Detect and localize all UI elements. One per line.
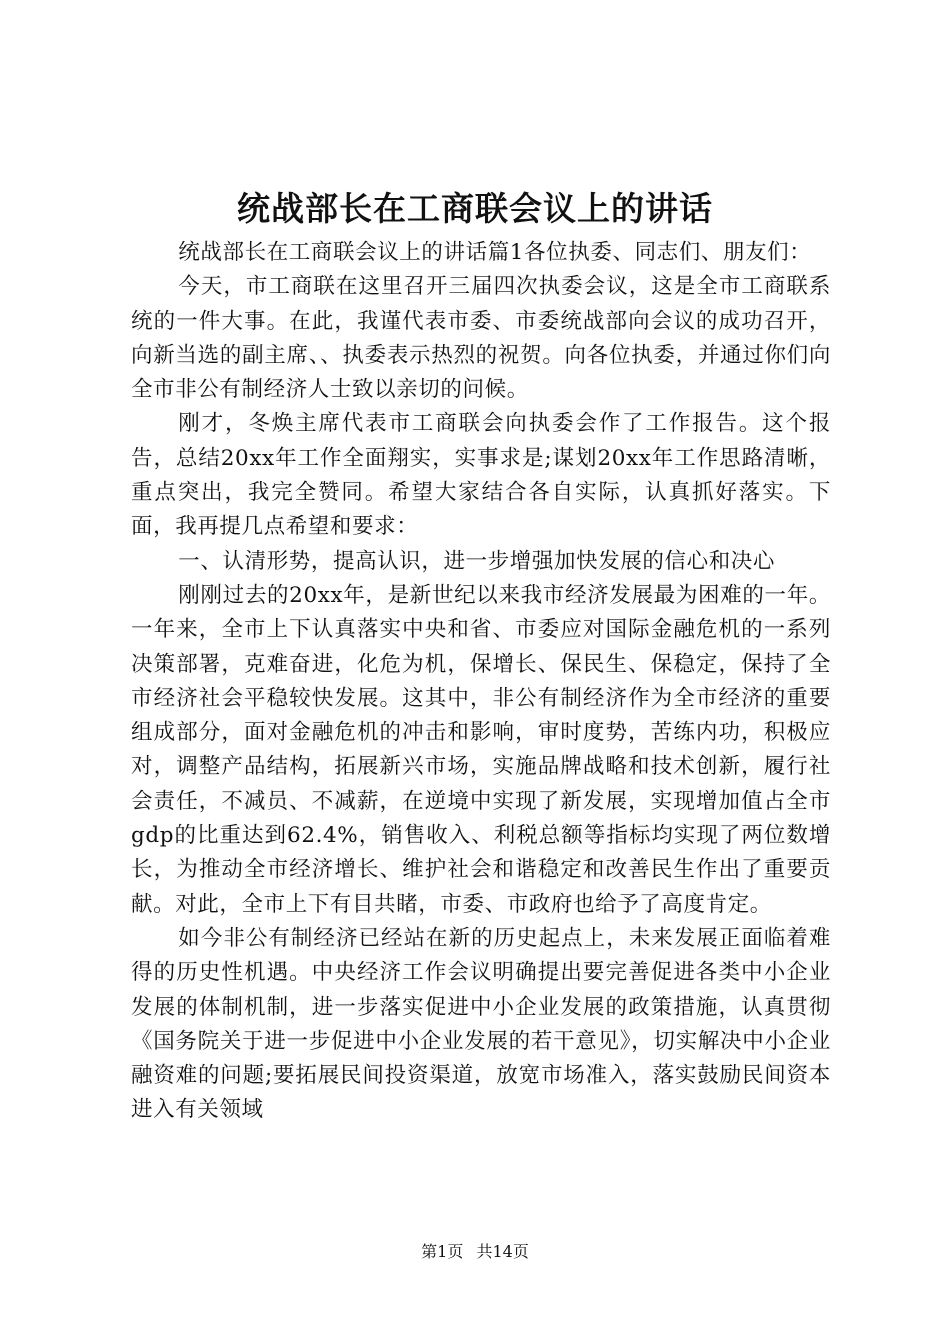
paragraph-report: 刚才，冬焕主席代表市工商联会向执委会作了工作报告。这个报告，总结20xx年工作全面翔实，实事求是;谋划20xx年工作思路清晰，重点突出，我完全赞同。希望大家结合各自实际，认真抓好落实。下面，我再提几点希望和要求： [131,411,831,540]
page-footer [0,1240,950,1264]
page-number: 第1页 [421,1242,464,1261]
page-total: 共14页 [476,1242,529,1261]
section-heading-1: 一、认清形势，提高认识，进一步增强加快发展的信心和决心 [178,548,775,574]
document-body [131,236,831,1128]
paragraph-opportunity: 如今非公有制经济已经站在新的历史起点上，未来发展正面临着难得的历史性机遇。中央经济工作会议明确提出要完善促进各类中小企业发展的体制机制，进一步落实促进中小企业发展的政策措施，认真贯彻《国务院关于进一步促进中小企业发展的若干意见》，切实解决中小企业融资难的问题;要拓展民间投资渠道，放宽市场准入，落实鼓励民间资本进入有关领域 [131,925,831,1123]
paragraph-review: 刚刚过去的20xx年，是新世纪以来我市经济发展最为困难的一年。一年来，全市上下认真落实中央和省、市委应对国际金融危机的一系列决策部署，克难奋进，化危为机，保增长、保民生、保稳定，保持了全市经济社会平稳较快发展。这其中，非公有制经济作为全市经济的重要组成部分，面对金融危机的冲击和影响，审时度势，苦练内功，积极应对，调整产品结构，拓展新兴市场，实施品牌战略和技术创新，履行社会责任，不减员、不减薪，在逆境中实现了新发展，实现增加值占全市gdp的比重达到62.4%，销售收入、利税总额等指标均实现了两位数增长，为推动全市经济增长、维护社会和谐稳定和改善民生作出了重要贡献。对此，全市上下有目共睹，市委、市政府也给予了高度肯定。 [131,582,831,917]
paragraph-greeting: 统战部长在工商联会议上的讲话篇1各位执委、同志们、朋友们： [178,240,812,265]
paragraph-opening: 今天，市工商联在这里召开三届四次执委会议，这是全市工商联系统的一件大事。在此，我谨代表市委、市委统战部向会议的成功召开，向新当选的副主席、、执委表示热烈的祝贺。向各位执委，并通过你们向全市非公有制经济人士致以亲切的问候。 [131,274,831,403]
document-title: 统战部长在工商联会议上的讲话 [237,189,713,228]
